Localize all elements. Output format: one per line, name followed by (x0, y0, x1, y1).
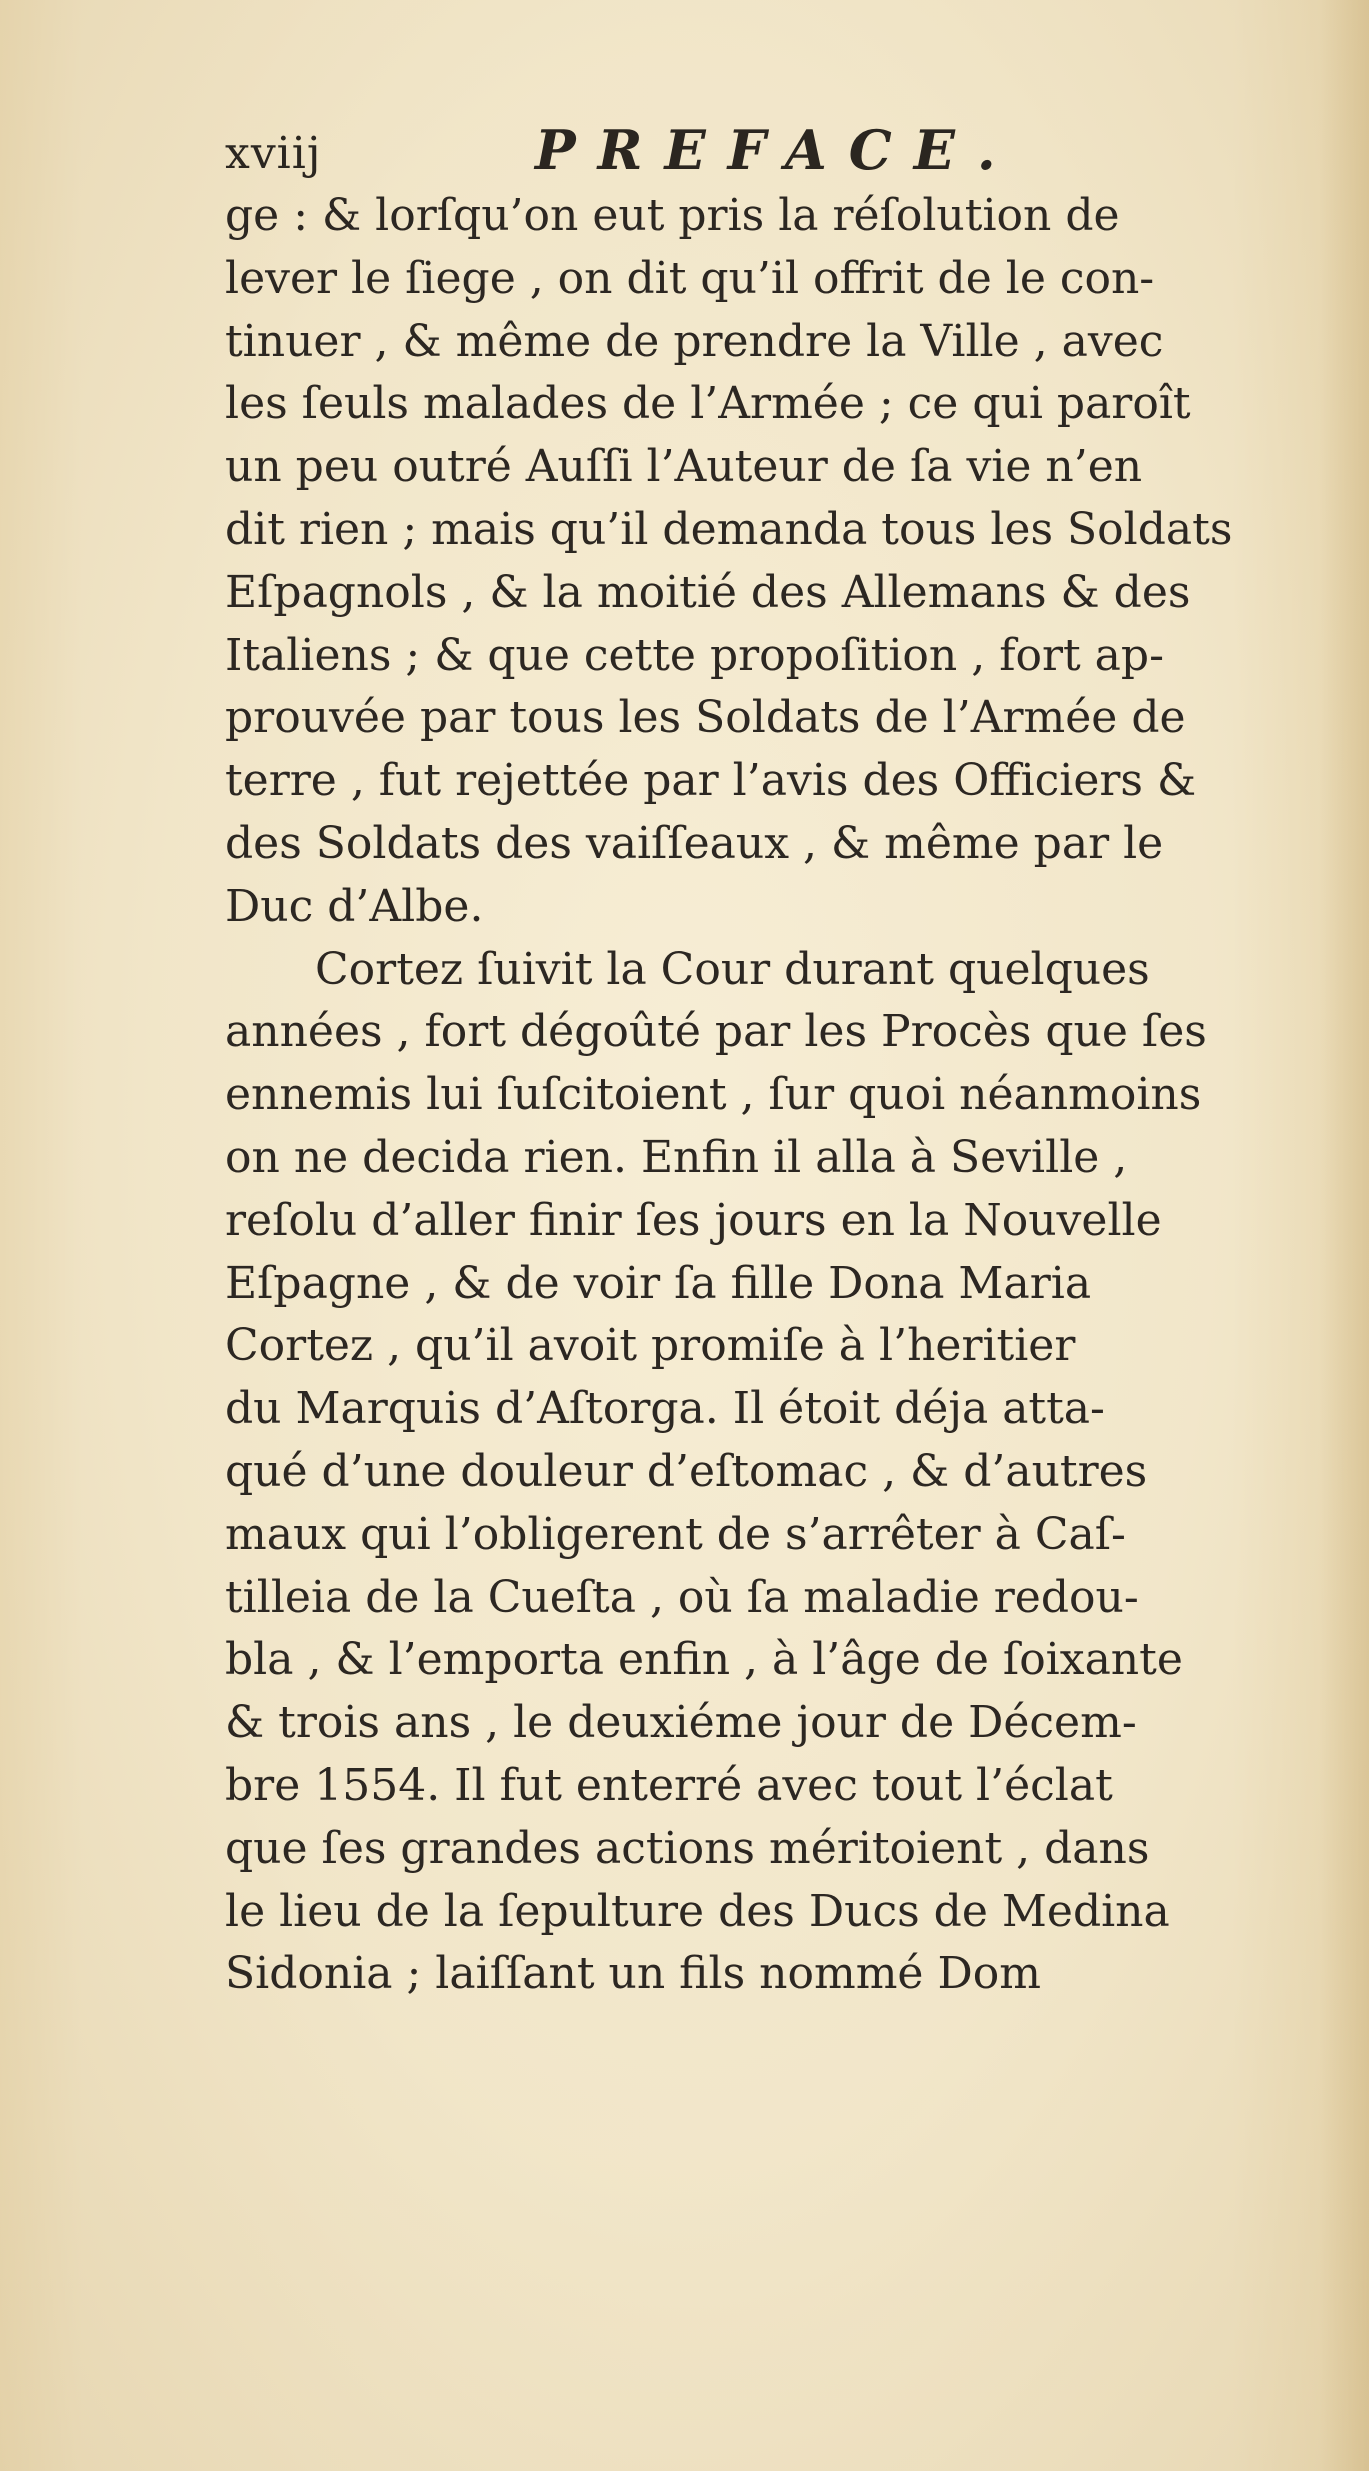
text-line: les ſeuls malades de l’Armée ; ce qui paroît (225, 378, 1191, 430)
text-line: Cortez , qu’il avoit promiſe à l’heritier (225, 1320, 1076, 1372)
text-line: lever le ſiege , on dit qu’il offrit de le con- (225, 252, 1155, 304)
paragraph-first-line: Cortez ſuivit la Cour durant quelques (315, 943, 1150, 995)
text-line: bla , & l’emporta enfin , à l’âge de ſoixante (225, 1634, 1183, 1686)
text-line: des Soldats des vaiſſeaux , & même par le (225, 817, 1164, 869)
text-line: qué d’une douleur d’eſtomac , & d’autres (225, 1445, 1148, 1497)
text-line: le lieu de la ſepulture des Ducs de Medina (225, 1885, 1170, 1937)
page-header (225, 118, 1225, 188)
text-line: tinuer , & même de prendre la Ville , avec (225, 315, 1164, 367)
text-line: tilleia de la Cueſta , où ſa maladie redou- (225, 1571, 1139, 1623)
text-line: Eſpagnols , & la moitié des Allemans & des (225, 566, 1191, 618)
text-line: Eſpagne , & de voir ſa fille Dona Maria (225, 1257, 1092, 1309)
text-line: maux qui l’obligerent de s’arrêter à Caſ- (225, 1508, 1126, 1560)
body-text (225, 185, 1335, 2006)
text-line: on ne decida rien. Enfin il alla à Seville , (225, 1131, 1128, 1183)
text-line: ge : & lorſqu’on eut pris la réſolution de (225, 190, 1120, 241)
text-line: que ſes grandes actions méritoient , dans (225, 1822, 1150, 1874)
page-number: xviij (225, 128, 322, 179)
text-line: dit rien ; mais qu’il demanda tous les Soldats (225, 503, 1233, 555)
text-line: terre , fut rejettée par l’avis des Officiers & (225, 755, 1197, 807)
text-line: reſolu d’aller finir ſes jours en la Nouvelle (225, 1194, 1162, 1246)
text-line: années , fort dégoûté par les Procès que ſes (225, 1006, 1207, 1058)
text-line: prouvée par tous les Soldats de l’Armée de (225, 692, 1186, 744)
text-line: & trois ans , le deuxiéme jour de Décem- (225, 1697, 1137, 1749)
text-line: du Marquis d’Aſtorga. Il étoit déja atta- (225, 1383, 1105, 1435)
text-line: Duc d’Albe. (225, 880, 484, 932)
text-line: Sidonia ; laiſſant un fils nommé Dom (225, 1948, 1041, 2000)
running-head: PREFACE. (535, 118, 1018, 182)
text-line: un peu outré Auſſi l’Auteur de ſa vie n’en (225, 441, 1143, 493)
text-line: bre 1554. Il fut enterré avec tout l’éclat (225, 1759, 1113, 1811)
text-line: ennemis lui ſuſcitoient , ſur quoi néanmoins (225, 1069, 1202, 1121)
text-line: Italiens ; & que cette propoſition , fort ap- (225, 629, 1164, 681)
